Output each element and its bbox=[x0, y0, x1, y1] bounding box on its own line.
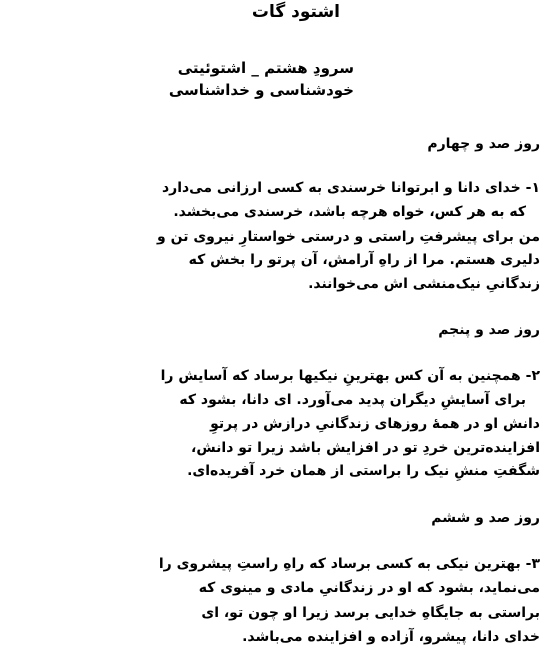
paragraph-line: زندگانیِ نیک‌منشی اش می‌خوانند. bbox=[308, 276, 540, 292]
paragraph-line: می‌نماید، بشود که او در زندگانیِ مادی و مینوی که bbox=[198, 580, 540, 596]
paragraph-line: ۳- بهترین نیکی به کسی برساد که راهِ راستِ پیشروی را bbox=[158, 556, 540, 572]
paragraph-line: ۲- همچنین به آن کس بهترینِ نیکیها برساد که آسایش را bbox=[160, 368, 540, 384]
day-heading-106: روز صد و ششم bbox=[431, 510, 540, 526]
paragraph-line: دلیری هستم. مرا از راهِ آرامش، آن پرتو را بخش که bbox=[188, 252, 540, 268]
paragraph-line: ۱- خدای دانا و ابرتوانا خرسندی به کسی ارزانی می‌دارد bbox=[161, 180, 540, 196]
paragraph-line: خدای دانا، پیشرو، آزاده و افزاینده می‌باشد. bbox=[242, 629, 540, 645]
paragraph-line: من برای پیشرفتِ راستی و درستی خواستارِ نیروی تن و bbox=[157, 229, 540, 245]
paragraph-line: افزاینده‌ترین خردِ تو در افزایش باشد زیرا تو دانش، bbox=[191, 440, 540, 456]
page-title: اشتود گات bbox=[251, 2, 340, 22]
theme-heading: خودشناسی و خداشناسی bbox=[168, 81, 354, 99]
paragraph-line: دانش او در همهٔ روزهای زندگانیِ درازش در پرتوِ bbox=[210, 416, 540, 432]
paragraph-line: براستی به جایگاهِ خدایی برسد زیرا او چون تو، ای bbox=[201, 605, 540, 621]
day-heading-105: روز صد و پنجم bbox=[438, 322, 540, 338]
paragraph-line: که به هر کس، خواه هرچه باشد، خرسندی می‌بخشد. bbox=[173, 204, 526, 220]
day-heading-104: روز صد و چهارم bbox=[427, 136, 540, 152]
hymn-heading: سرودِ هشتم _ اشتوئیتی bbox=[177, 59, 354, 77]
paragraph-line: برای آسایشِ دیگران پدید می‌آورد. ای دانا، بشود که bbox=[179, 392, 526, 408]
paragraph-line: شگفتِ منشِ نیک را براستی از همان خرد آفریده‌ای. bbox=[187, 463, 540, 479]
